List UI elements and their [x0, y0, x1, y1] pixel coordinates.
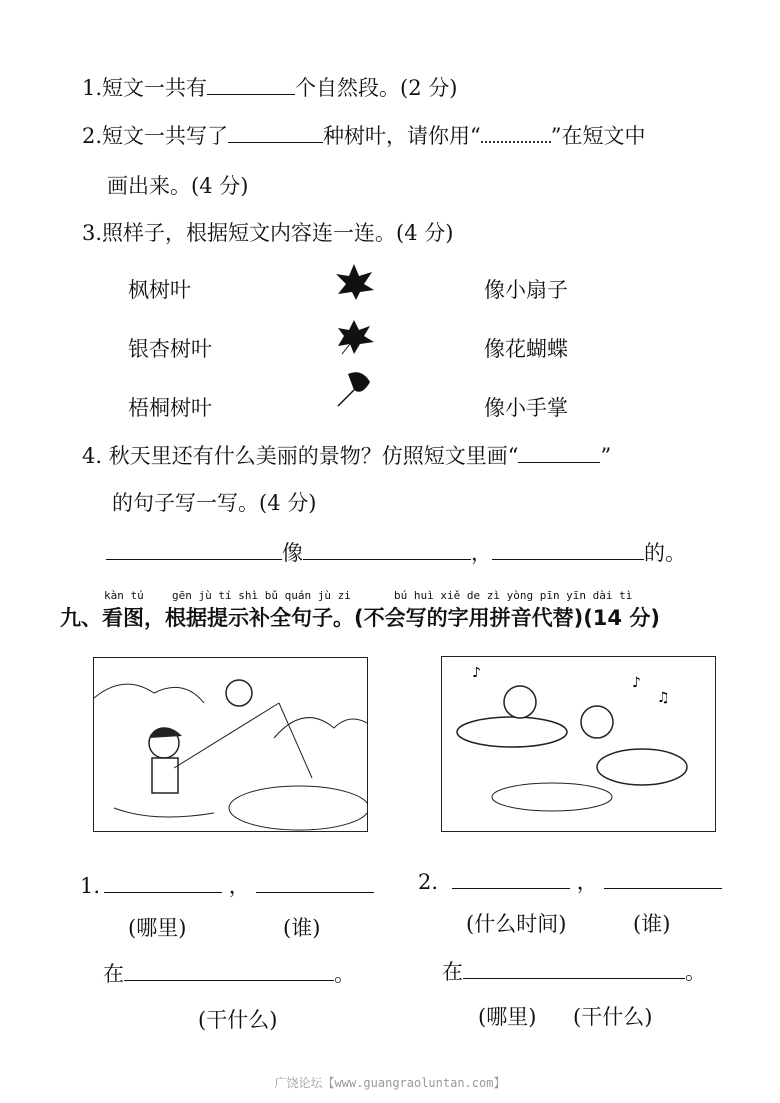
question-4-answer: 像 ， 的。 — [106, 537, 686, 567]
answer-blank-who[interactable] — [256, 874, 374, 893]
description: 像小扇子 — [484, 278, 568, 302]
question-4-cont: 的句子写一写。(4 分) — [112, 491, 317, 515]
hint-label: (干什么) — [573, 1005, 653, 1029]
ginkgo-leaf-icon — [338, 372, 370, 406]
hint-label: (哪里) — [128, 916, 187, 940]
question-4: 4. 秋天里还有什么美丽的景物？仿照短文里画“ ” — [82, 444, 612, 468]
pinyin: kàn tú — [104, 589, 144, 602]
maple-leaf-icon — [338, 320, 374, 354]
question-3: 3.照样子，根据短文内容连一连。(4 分) — [82, 221, 454, 245]
answer-blank-where[interactable] — [104, 874, 222, 893]
frogs-picture — [441, 656, 716, 832]
question-1: 1.短文一共有 个自然段。(2 分) — [82, 76, 458, 100]
answer-blank-doing[interactable] — [124, 962, 334, 981]
answer-blank[interactable] — [303, 541, 471, 560]
hint-label: (谁) — [283, 916, 321, 940]
svg-text:♪: ♪ — [472, 665, 481, 681]
footer-watermark: 广饶论坛【www.guangraoluntan.com】 — [274, 1076, 506, 1090]
svg-text:♪: ♪ — [632, 675, 641, 691]
svg-text:♫: ♫ — [657, 690, 670, 706]
wavy-line-mark — [481, 131, 551, 143]
leaf-icons — [332, 262, 377, 412]
question-2: 2.短文一共写了 种树叶，请你用“ ”在短文中 — [82, 124, 646, 148]
leaf-name: 梧桐树叶 — [128, 396, 212, 420]
answer-blank-when[interactable] — [452, 870, 570, 889]
description: 像花蝴蝶 — [484, 337, 568, 361]
maple-leaf-icon — [336, 264, 374, 300]
picture-2-line-1: 2. ， — [418, 866, 722, 896]
description: 像小手掌 — [484, 396, 568, 420]
picture-2-line-2: 在 。 — [442, 960, 706, 984]
picture-1-line-2: 在 。 — [103, 962, 355, 986]
answer-blank[interactable] — [492, 541, 644, 560]
picture-1-line-1: 1. ， — [80, 870, 374, 900]
pinyin: bú huì xiě de zì yòng pīn yīn dài tì — [394, 589, 633, 602]
answer-blank[interactable] — [518, 444, 600, 463]
section-title: 九、看图，根据提示补全句子。(不会写的字用拼音代替)(14 分) — [60, 606, 660, 630]
answer-blank[interactable] — [228, 124, 323, 143]
answer-blank-who[interactable] — [604, 870, 722, 889]
fishing-boy-picture — [93, 657, 368, 832]
hint-label: (干什么) — [198, 1008, 278, 1032]
hint-label: (谁) — [633, 912, 671, 936]
pinyin: gēn jù tí shì bǔ quán jù zi — [172, 589, 351, 602]
answer-blank[interactable] — [106, 541, 282, 560]
leaf-name: 银杏树叶 — [128, 337, 212, 361]
hint-label: (什么时间) — [466, 912, 567, 936]
answer-blank[interactable] — [207, 76, 295, 95]
question-2-cont: 画出来。(4 分) — [107, 174, 249, 198]
hint-label: (哪里) — [478, 1005, 537, 1029]
leaf-name: 枫树叶 — [128, 278, 191, 302]
answer-blank-where-doing[interactable] — [463, 960, 685, 979]
